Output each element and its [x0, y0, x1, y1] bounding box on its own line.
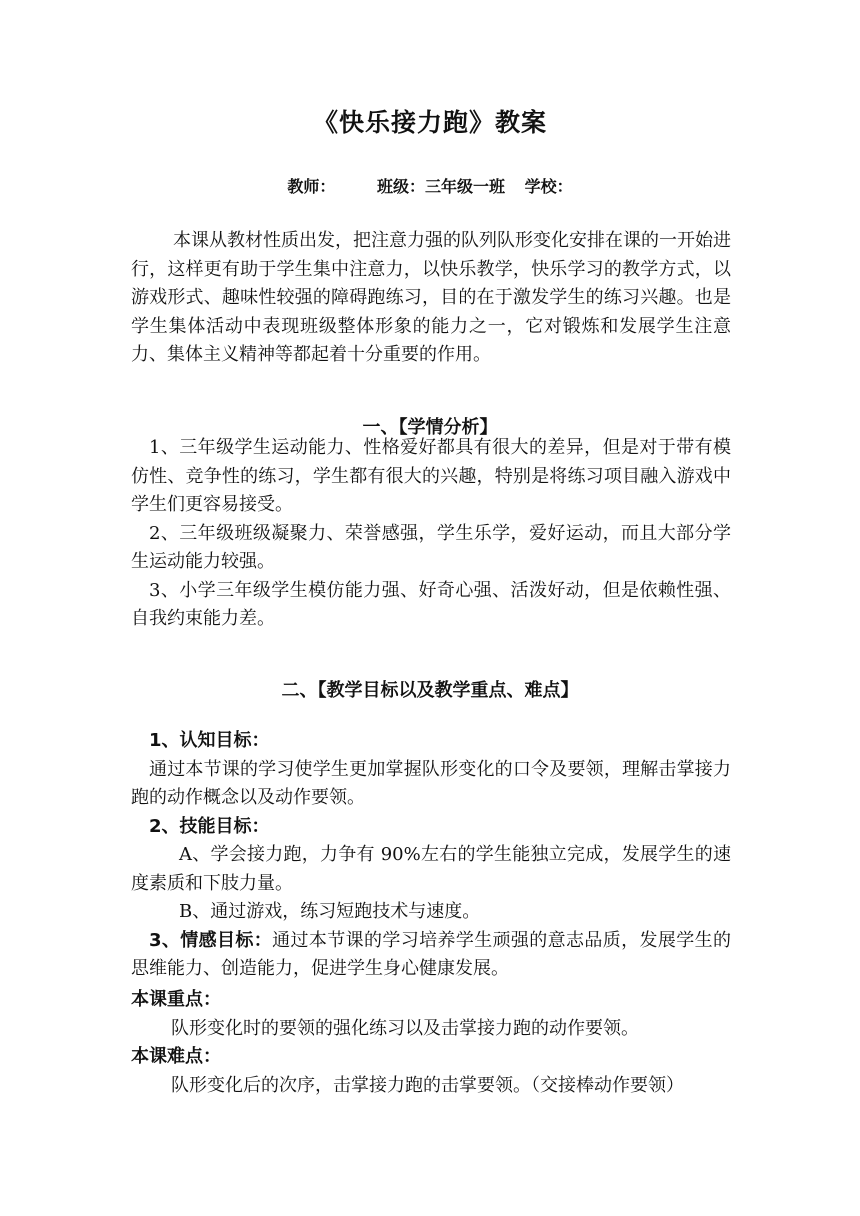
- document-meta: [0, 174, 860, 197]
- key-point-label: 本课重点：: [131, 989, 221, 1010]
- section2-heading: 二、【教学目标以及教学重点、难点】: [281, 680, 579, 701]
- document-title: 《快乐接力跑》教案: [312, 108, 547, 137]
- intro-paragraph: [131, 227, 731, 370]
- section1-heading: 一、【学情分析】: [362, 417, 498, 438]
- analysis-item-1: 1、三年级学生运动能力、性格爱好都具有很大的差异，但是对于带有模仿性、竞争性的练习，学生都有很大的兴趣，特别是将练习项目融入游戏中学生们更容易接受。: [131, 437, 731, 515]
- skill-goal-b: B、通过游戏，练习短跑技术与速度。: [179, 901, 481, 922]
- class-label: 班级：三年级一班: [376, 177, 505, 196]
- teaching-goals: [131, 727, 731, 984]
- analysis-item-3: 3、小学三年级学生模仿能力强、好奇心强、活泼好动，但是依赖性强、自我约束能力差。: [131, 579, 731, 629]
- skill-goal-a: A、学会接力跑，力争有 90%左右的学生能独立完成，发展学生的速度素质和下肢力量。: [131, 844, 731, 894]
- key-points: [131, 986, 731, 1100]
- cognitive-goal-label: 1、认知目标：: [149, 730, 270, 751]
- difficulty-label: 本课难点：: [131, 1046, 221, 1067]
- emotion-goal-label: 3、情感目标：: [149, 929, 273, 951]
- cognitive-goal-text: 通过本节课的学习使学生更加掌握队形变化的口令及要领，理解击掌接力跑的动作概念以及动作要领。: [131, 758, 731, 808]
- intro-text: 本课从教材性质出发，把注意力强的队列队形变化安排在课的一开始进行，这样更有助于学生集中注意力，以快乐教学，快乐学习的教学方式，以游戏形式、趣味性较强的障碍跑练习，目的在于激发学生的练习兴趣。也是学生集体活动中表现班级整体形象的能力之一，它对锻炼和发展学生注意力、集体主义精神等都起着十分重要的作用。: [131, 230, 731, 365]
- analysis-item-2: 2、三年级班级凝聚力、荣誉感强，学生乐学，爱好运动，而且大部分学生运动能力较强。: [131, 522, 731, 572]
- student-analysis-list: [131, 434, 731, 634]
- emotion-goal-text: 通过本节课的学习培养学生顽强的意志品质，发展学生的思维能力、创造能力，促进学生身心健康发展。: [131, 929, 732, 979]
- key-point-text: 队形变化时的要领的强化练习以及击掌接力跑的动作要领。: [171, 1017, 639, 1039]
- school-label: 学校：: [524, 177, 573, 196]
- skill-goal-label: 2、技能目标：: [149, 815, 270, 837]
- teacher-label: 教师：: [287, 177, 336, 196]
- difficulty-text: 队形变化后的次序，击掌接力跑的击掌要领。（交接棒动作要领）: [171, 1074, 684, 1096]
- emotion-goal: [131, 927, 731, 984]
